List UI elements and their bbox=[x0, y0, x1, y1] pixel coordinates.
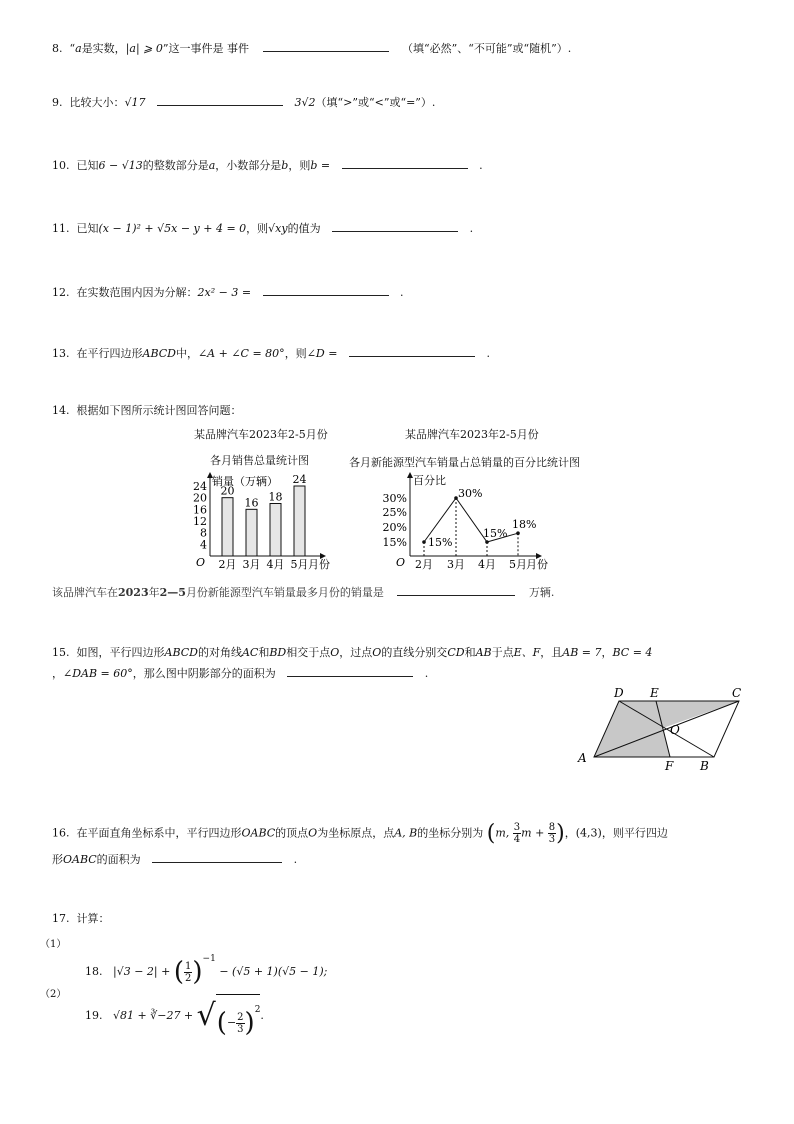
question-8: 8. “a是实数，|a| ⩾ 0”这一事件是 事件 （填“必然”、“不可能”或“随机”）. bbox=[52, 42, 572, 55]
y-tick-label: 24 bbox=[193, 480, 207, 493]
origin-label: O bbox=[196, 556, 206, 569]
line-chart-title: 某品牌汽车2023年2-5月份 bbox=[405, 428, 539, 441]
question-11: 11. 已知(x − 1)² + √5x − y + 4 = 0，则√xy的值为 . bbox=[52, 222, 474, 235]
y-axis-label: 百分比 bbox=[413, 474, 446, 487]
question-number: 11. bbox=[52, 222, 70, 235]
answer-blank[interactable] bbox=[332, 220, 458, 232]
data-label: 18% bbox=[512, 518, 537, 532]
question-13: 13. 在平行四边形ABCD中，∠A + ∠C = 80°，则∠D = . bbox=[52, 347, 490, 360]
data-label: 15% bbox=[483, 527, 508, 540]
x-tick-label: 2月 bbox=[415, 558, 433, 571]
question-14-answer: 该品牌汽车在2023年2—5月份新能源型汽车销量最多月份的销量是 万辆. bbox=[52, 586, 555, 599]
x-tick-label: 3月 bbox=[242, 558, 261, 571]
label-a: A bbox=[578, 751, 587, 765]
data-label: 30% bbox=[458, 487, 483, 500]
x-tick-label: 5月 bbox=[509, 558, 527, 571]
x-axis-label: 月份 bbox=[308, 558, 330, 571]
part-2-label: （2） bbox=[40, 989, 67, 1000]
bar bbox=[246, 509, 257, 556]
answer-blank[interactable] bbox=[263, 284, 389, 296]
data-label: 15% bbox=[428, 536, 453, 549]
question-17: 17. 计算： bbox=[52, 912, 110, 925]
x-tick-label: 4月 bbox=[266, 558, 285, 571]
bar bbox=[270, 504, 281, 557]
shaded-region-right bbox=[656, 701, 739, 728]
answer-blank[interactable] bbox=[157, 94, 283, 106]
y-tick-label: 15% bbox=[382, 536, 407, 549]
data-label: 18 bbox=[268, 490, 283, 504]
question-15: 15. 如图，平行四边形ABCD的对角线AC和BD相交于点O，过点O的直线分别交CD和AB于点E、F，且AB = 7，BC = 4 bbox=[52, 646, 653, 659]
data-label: 20 bbox=[220, 484, 235, 498]
data-label: 16 bbox=[244, 496, 259, 510]
label-o: O bbox=[670, 723, 680, 737]
label-f: F bbox=[665, 759, 674, 773]
bar bbox=[294, 486, 305, 556]
question-number: 17. bbox=[52, 912, 70, 925]
question-14: 14. 根据如下图所示统计图回答问题： bbox=[52, 404, 242, 417]
bar-chart bbox=[190, 466, 340, 576]
question-number: 15. bbox=[52, 646, 70, 659]
x-tick-label: 3月 bbox=[447, 558, 465, 571]
label-c: C bbox=[732, 686, 742, 700]
question-10: 10. 已知6 − √13的整数部分是a，小数部分是b，则b = . bbox=[52, 159, 483, 172]
label-d: D bbox=[614, 686, 624, 700]
y-tick-label: 4 bbox=[200, 538, 207, 552]
label-b: B bbox=[700, 759, 709, 773]
question-number: 16. bbox=[52, 826, 70, 840]
question-number: 12. bbox=[52, 286, 70, 299]
question-number: 14. bbox=[52, 404, 70, 417]
question-12: 12. 在实数范围内因为分解：2x² − 3 = . bbox=[52, 286, 404, 299]
y-tick-label: 20 bbox=[193, 491, 207, 505]
answer-blank[interactable] bbox=[397, 584, 515, 596]
origin-label: O bbox=[396, 556, 406, 569]
y-tick-label: 12 bbox=[193, 515, 207, 528]
answer-blank[interactable] bbox=[342, 157, 468, 169]
x-tick-label: 2月 bbox=[218, 558, 237, 571]
question-number: 9. bbox=[52, 96, 63, 109]
question-16-line2: 形OABC的面积为 . bbox=[52, 853, 298, 866]
line-chart-subtitle: 各月新能源型汽车销量占总销量的百分比统计图 bbox=[349, 456, 580, 469]
answer-blank[interactable] bbox=[263, 40, 389, 52]
data-point bbox=[485, 540, 489, 544]
answer-blank[interactable] bbox=[287, 665, 413, 677]
x-tick-label: 5月 bbox=[290, 558, 309, 571]
y-tick-label: 8 bbox=[200, 526, 207, 540]
line-chart bbox=[376, 468, 548, 578]
question-number: 13. bbox=[52, 347, 70, 360]
answer-blank[interactable] bbox=[152, 851, 282, 863]
label-e: E bbox=[650, 686, 659, 700]
x-tick-label: 4月 bbox=[478, 558, 496, 571]
part-2-expression: 19. √81 + ∛−27 + √(− $\frac{2}{3}$ )$^2$. bbox=[85, 994, 264, 1038]
answer-blank[interactable] bbox=[349, 345, 475, 357]
x-axis-label: 月份 bbox=[526, 558, 548, 571]
parallelogram-figure bbox=[574, 682, 754, 776]
part-1-label: （1） bbox=[40, 939, 67, 950]
bar-chart-title: 某品牌汽车2023年2-5月份 bbox=[194, 428, 328, 441]
y-tick-label: 20% bbox=[382, 521, 407, 534]
question-16: 16. 在平面直角坐标系中，平行四边形OABC的顶点O为坐标原点，点A, B的坐标分别为 (m, $\frac{3}{4}$ m + $\frac{8}{3}$ )，(4,3)，则平行四边 bbox=[52, 820, 668, 846]
question-15-line2: ，∠DAB = 60°，那么图中阴影部分的面积为 . bbox=[52, 667, 429, 680]
y-tick-label: 25% bbox=[382, 506, 407, 519]
question-number: 10. bbox=[52, 159, 70, 172]
bar bbox=[222, 498, 233, 556]
data-point bbox=[422, 540, 426, 544]
y-tick-label: 30% bbox=[382, 492, 407, 505]
data-label: 24 bbox=[292, 473, 307, 486]
data-point bbox=[516, 531, 520, 535]
bar-chart-subtitle: 各月销售总量统计图 bbox=[210, 454, 309, 467]
y-axis-label: 销量（万辆） bbox=[212, 475, 278, 488]
question-number: 8. bbox=[52, 42, 63, 55]
question-9: 9. 比较大小：√17 3√2（填“>”或“<”或“=”）. bbox=[52, 96, 436, 109]
y-tick-label: 16 bbox=[193, 503, 207, 517]
part-1-expression: 18. |√3 − 2| + ( $\frac{1}{2}$ )$^{-1}$ − (√5 + 1)(√5 − 1); bbox=[85, 954, 328, 987]
